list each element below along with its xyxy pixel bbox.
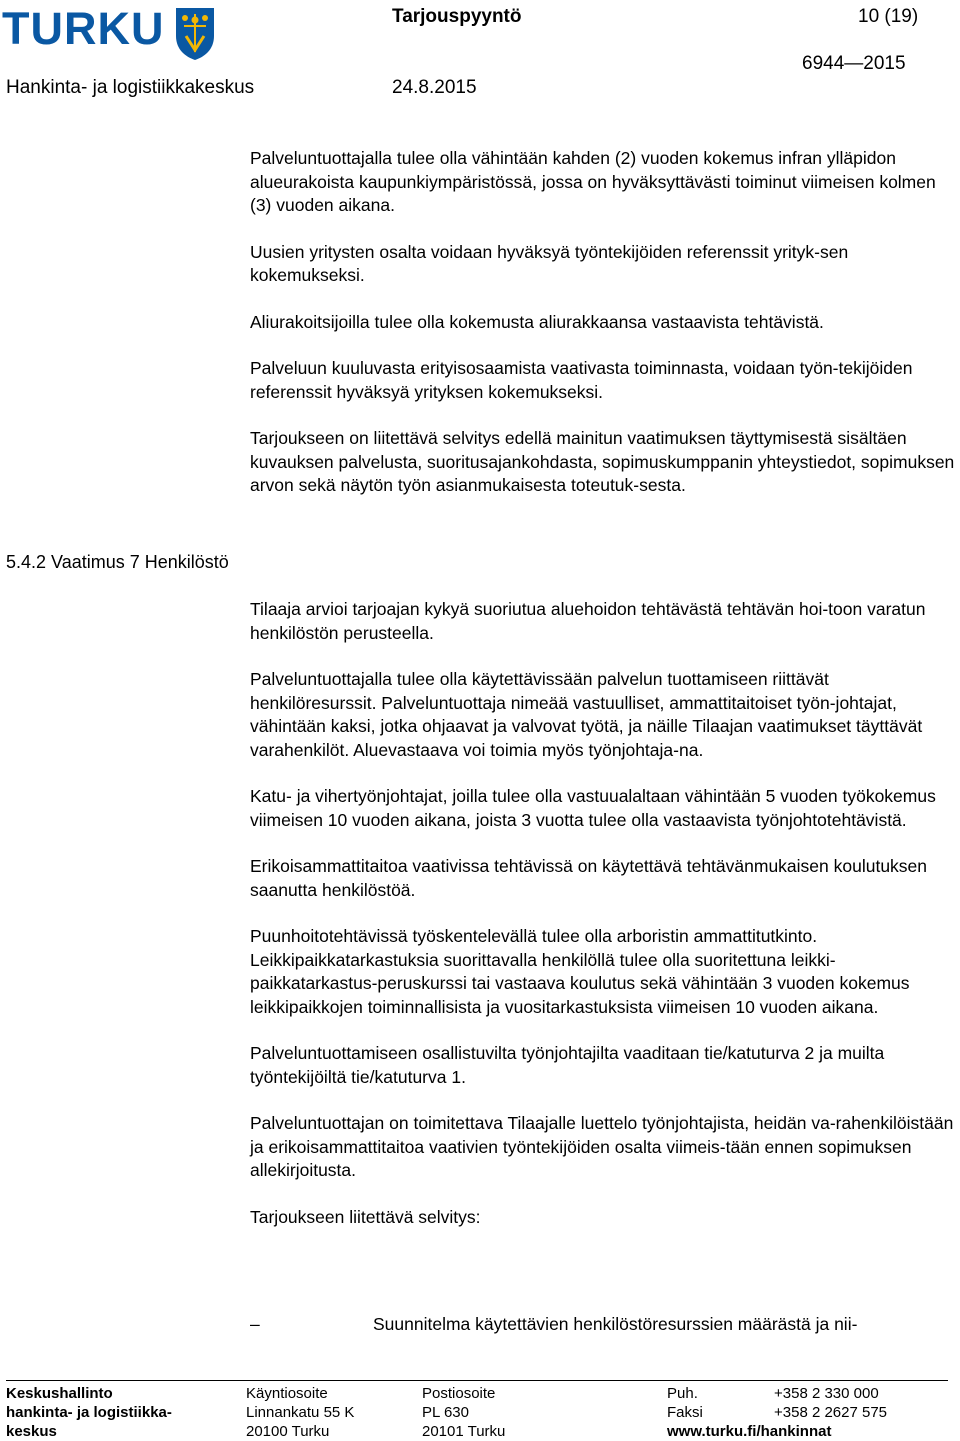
turku-logo bbox=[2, 4, 216, 62]
footer-fax: +358 2 2627 575 bbox=[774, 1404, 888, 1421]
paragraph: Palveluntuottamiseen osallistuvilta työnjohtajilta vaaditaan tie/katuturva 2 ja muilta työntekijöiltä tie/katuturva 1. bbox=[250, 1043, 885, 1087]
paragraph: Palveluntuottajalla tulee olla vähintään kahden (2) vuoden kokemus infran ylläpidon alueurakoista kaupunkiympäristössä, jossa on hyväksyttävästi toiminut viimeisen kolmen (3) vuoden aikana. bbox=[250, 148, 936, 215]
paragraph: Tilaaja arvioi tarjoajan kykyä suoriutua aluehoidon tehtävästä tehtävän hoi-toon varatun henkilöstön perusteella. bbox=[250, 599, 926, 643]
list-item-text: Suunnitelma käytettävien henkilöstöresurssien määrästä ja nii- bbox=[373, 1314, 858, 1334]
footer-divider bbox=[6, 1380, 948, 1381]
footer-org-line2: hankinta- ja logistiikka- bbox=[6, 1404, 172, 1421]
paragraph: Uusien yritysten osalta voidaan hyväksyä työntekijöiden referenssit yrityk-sen kokemukseksi. bbox=[250, 241, 849, 285]
footer-post-label: Postiosoite bbox=[422, 1385, 496, 1402]
body-text-bottom bbox=[250, 598, 955, 1229]
department-name: Hankinta- ja logistiikkakeskus bbox=[6, 77, 255, 98]
page-number: 10 (19) bbox=[858, 6, 919, 27]
paragraph: Puunhoitotehtävissä työskentelevällä tulee olla arboristin ammattitutkinto. Leikkipaikkatarkastuksia suorittavalla henkilöllä tulee olla suoritettuna leikki-paikkatarkastus-peruskurssi tai vastaava koulutus sekä vähintään 3 vuoden kokemus leikkipaikkojen toiminnallisista ja vuositarkastuksista viimeisen 10 vuoden aikana. bbox=[250, 926, 910, 1017]
footer-phone: +358 2 330 000 bbox=[774, 1385, 879, 1402]
list-bullet: – bbox=[250, 1314, 260, 1334]
paragraph: Katu- ja vihertyönjohtajat, joilla tulee olla vastuualaltaan vähintään 5 vuoden työkokemus viimeisen 10 vuoden aikana, joista 3 vuotta tulee olla vastaavista työnjohtotehtävistä. bbox=[250, 786, 936, 830]
paragraph: Erikoisammattitaitoa vaativissa tehtävissä on käytettävä tehtävänmukaisen koulutuksen saanutta henkilöstöä. bbox=[250, 856, 928, 900]
section-heading: 5.4.2 Vaatimus 7 Henkilöstö bbox=[6, 552, 229, 572]
body-text-top bbox=[250, 147, 955, 498]
footer-visit-label: Käyntiosoite bbox=[246, 1385, 328, 1402]
paragraph: Palveluntuottajan on toimitettava Tilaajalle luettelo työnjohtajista, heidän va-rahenkilöistään ja erikoisammattitaitoa vaativien työntekijöiden osalta viimeis-tään ennen sopimuksen allekirjoitusta. bbox=[250, 1113, 954, 1180]
document-date: 24.8.2015 bbox=[392, 77, 477, 98]
document-number: 6944—2015 bbox=[802, 53, 906, 74]
footer-visit-city: 20100 Turku bbox=[246, 1423, 330, 1440]
paragraph: Palveluntuottajalla tulee olla käytettävissään palvelun tuottamiseen riittävät henkilöresurssit. Palveluntuottaja nimeää vastuulliset, ammattitaitoiset työn-johtajat, vähintään kaksi, jotka ohjaavat ja valvovat työtä, ja näille Tilaajan vaatimukset täyttävät varahenkilöt. Aluevastaava voi toimia myös työnjohtaja-na. bbox=[250, 669, 923, 760]
footer-post-city: 20101 Turku bbox=[422, 1423, 506, 1440]
paragraph: Tarjoukseen on liitettävä selvitys edellä mainitun vaatimuksen täyttymisestä sisältäen kuvauksen palvelusta, suoritusajankohdasta, sopimuskumppanin yhteystiedot, sopimuksen arvon sekä näytön työn asianmukaisesta toteutuk-sesta. bbox=[250, 428, 955, 495]
footer-org-line1: Keskushallinto bbox=[6, 1385, 113, 1402]
footer-org-line3: keskus bbox=[6, 1423, 57, 1440]
footer-fax-label: Faksi bbox=[667, 1404, 703, 1421]
footer-visit-street: Linnankatu 55 K bbox=[246, 1404, 355, 1421]
footer-website-link[interactable]: www.turku.fi/hankinnat bbox=[667, 1423, 832, 1440]
document-title: Tarjouspyyntö bbox=[392, 6, 522, 27]
paragraph: Aliurakoitsijoilla tulee olla kokemusta aliurakkaansa vastaavista tehtävistä. bbox=[250, 311, 824, 332]
paragraph: Palveluun kuuluvasta erityisosaamista vaativasta toiminnasta, voidaan työn-tekijöiden referenssit hyväksyä yrityksen kokemukseksi. bbox=[250, 358, 913, 402]
paragraph: Tarjoukseen liitettävä selvitys: bbox=[250, 1206, 481, 1227]
turku-crest-icon bbox=[174, 6, 216, 62]
footer-phone-label: Puh. bbox=[667, 1385, 698, 1402]
footer-post-box: PL 630 bbox=[422, 1404, 469, 1421]
logo-text: TURKU bbox=[2, 3, 165, 54]
